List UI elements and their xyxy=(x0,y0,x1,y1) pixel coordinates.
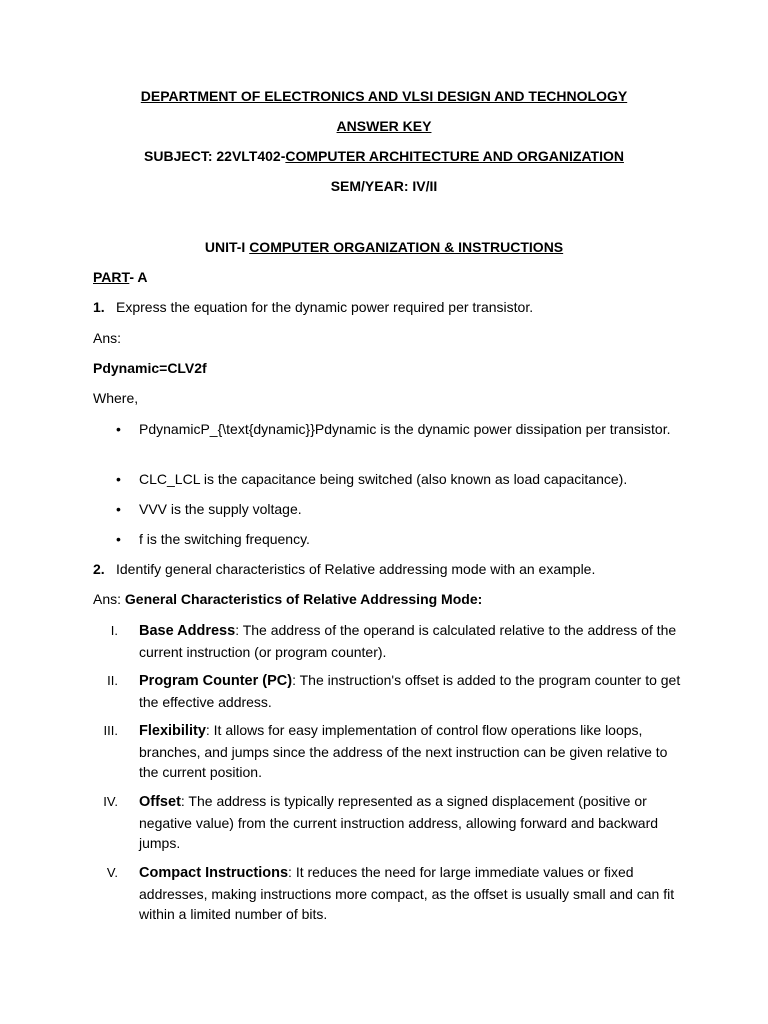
roman-numeral: III. xyxy=(103,723,118,738)
answer-key-text: ANSWER KEY xyxy=(336,118,432,134)
item-term: Base Address xyxy=(139,623,236,639)
unit-prefix: UNIT-I xyxy=(204,239,250,255)
item-term: Compact Instructions xyxy=(139,865,289,881)
department-heading xyxy=(0,87,768,105)
part-suffix: - A xyxy=(129,269,148,285)
department-text: DEPARTMENT OF ELECTRONICS AND VLSI DESIGN AND TECHNOLOGY xyxy=(140,88,628,104)
item-term: Offset xyxy=(139,794,181,810)
question-2-ans-heading: General Characteristics of Relative Addressing Mode: xyxy=(124,591,483,607)
roman-numeral: II. xyxy=(107,673,118,688)
roman-numeral: I. xyxy=(110,623,118,638)
item-term: Program Counter (PC) xyxy=(139,673,293,689)
question-2-number: 2. xyxy=(93,561,105,577)
item-text: : It reduces the need for large immediate values or fixed addresses, making instructions more compact, as the offset is usually small and can fit within a limited number of bits. xyxy=(139,864,675,922)
subject-prefix: SUBJECT: 22VLT402- xyxy=(144,148,286,164)
list-item xyxy=(139,862,684,925)
question-1-where: Where, xyxy=(93,390,139,406)
list-item: VVV is the supply voltage. xyxy=(139,501,302,517)
question-2-answer-line xyxy=(93,590,482,608)
sem-year-heading xyxy=(0,177,768,195)
list-item xyxy=(139,670,684,712)
answer-key-heading xyxy=(0,117,768,135)
roman-numeral: V. xyxy=(106,865,118,880)
question-1 xyxy=(93,298,533,316)
bullet-dot: • xyxy=(116,421,121,437)
question-1-formula: Pdynamic=CLV2f xyxy=(93,360,207,376)
question-1-ans-label: Ans: xyxy=(93,330,122,346)
list-item xyxy=(139,791,684,854)
question-1-number: 1. xyxy=(93,299,105,315)
sem-year-text: SEM/YEAR: IV/II xyxy=(330,178,438,194)
part-heading xyxy=(93,268,147,286)
item-term: Flexibility xyxy=(139,723,206,739)
list-item: PdynamicP_{\text{dynamic}}Pdynamic is the dynamic power dissipation per transistor. xyxy=(139,421,671,437)
item-text: : The address is typically represented as a signed displacement (positive or negative value) from the current instruction address, allowing forward and backward jumps. xyxy=(139,793,659,851)
subject-heading xyxy=(0,147,768,165)
question-2 xyxy=(93,560,595,578)
list-item: f is the switching frequency. xyxy=(139,531,310,547)
list-item xyxy=(139,620,684,662)
item-text: : It allows for easy implementation of control flow operations like loops, branches, and jumps since the address of the next instruction can be given relative to the current position. xyxy=(139,722,668,780)
question-1-text: Express the equation for the dynamic power required per transistor. xyxy=(116,299,534,315)
bullet-dot: • xyxy=(116,531,121,547)
unit-title: COMPUTER ORGANIZATION & INSTRUCTIONS xyxy=(249,239,564,255)
list-item xyxy=(139,720,684,783)
bullet-dot: • xyxy=(116,471,121,487)
bullet-dot: • xyxy=(116,501,121,517)
question-2-text: Identify general characteristics of Relative addressing mode with an example. xyxy=(116,561,596,577)
part-label: PART xyxy=(93,269,130,285)
question-2-ans-label: Ans: xyxy=(93,591,125,607)
item-text: : The address of the operand is calculated relative to the address of the current instruction (or program counter). xyxy=(139,622,677,660)
subject-name: COMPUTER ARCHITECTURE AND ORGANIZATION xyxy=(285,148,624,164)
item-text: : The instruction's offset is added to the program counter to get the effective address. xyxy=(139,672,681,710)
list-item: CLC_LCL is the capacitance being switched (also known as load capacitance). xyxy=(139,471,628,487)
unit-heading xyxy=(0,238,768,256)
roman-numeral: IV. xyxy=(103,794,118,809)
